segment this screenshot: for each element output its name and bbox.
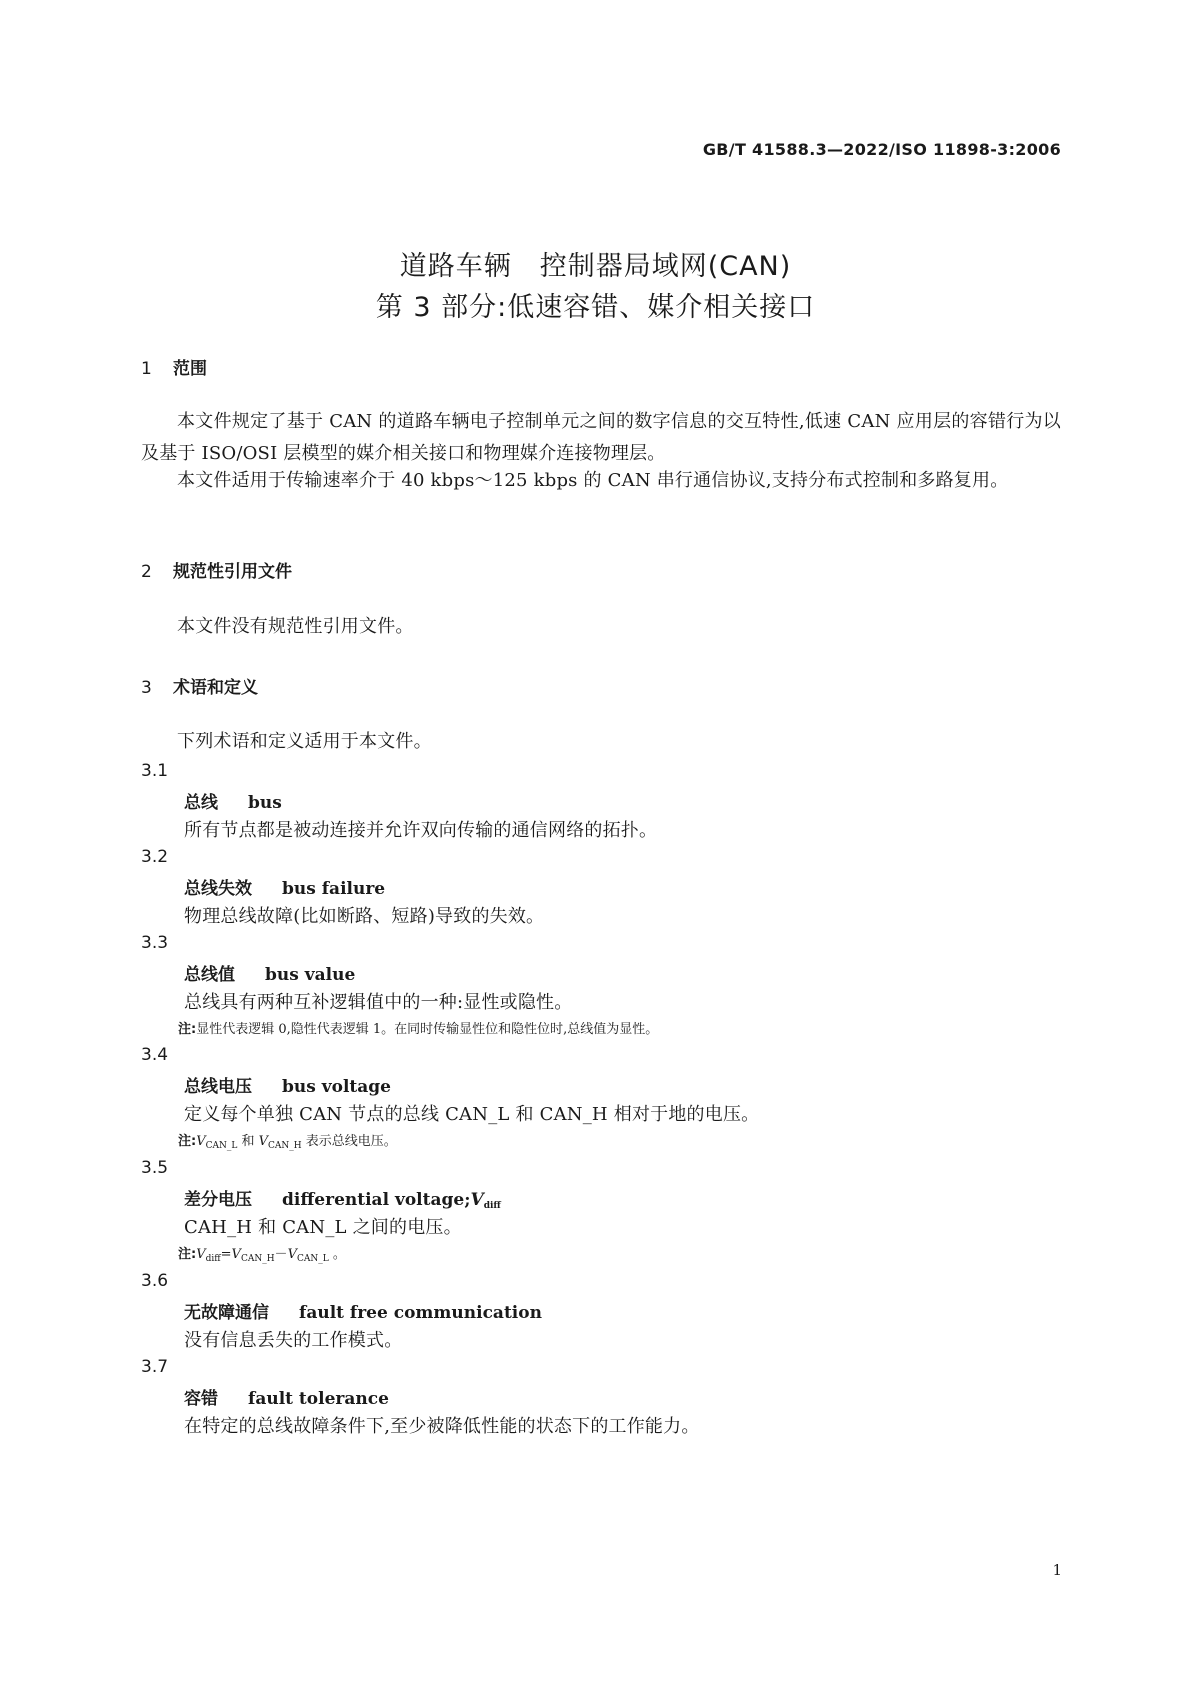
standard-number: GB/T 41588.3—2022/ISO 11898-3:2006 <box>702 140 1061 159</box>
term-en: differential voltage; <box>282 1190 471 1210</box>
term-heading <box>184 874 385 899</box>
term-en: bus voltage <box>282 1077 391 1097</box>
term-heading <box>184 1185 501 1211</box>
section-title: 术语和定义 <box>173 678 258 698</box>
subscript: diff <box>483 1201 501 1211</box>
minus-sign: － <box>274 1247 288 1262</box>
term-definition: 没有信息丢失的工作模式。 <box>184 1330 403 1351</box>
note-text: 显性代表逻辑 0,隐性代表逻辑 1。在同时传输显性位和隐性位时,总线值为显性。 <box>196 1022 659 1037</box>
subscript: CAN_H <box>268 1141 302 1151</box>
subscript: CAN_L <box>205 1141 238 1151</box>
subscript: CAN_H <box>240 1254 275 1264</box>
section-title: 规范性引用文件 <box>173 562 292 582</box>
term-number: 3.6 <box>141 1271 169 1291</box>
term-zh: 总线电压 <box>184 1077 252 1097</box>
section-number: 3 <box>141 678 152 698</box>
note-label: 注: <box>178 1134 197 1149</box>
term-number: 3.3 <box>141 933 169 953</box>
term-note <box>178 1243 346 1264</box>
section-title: 范围 <box>173 359 207 379</box>
term-zh: 总线失效 <box>184 879 252 899</box>
term-note <box>178 1130 397 1151</box>
term-en: fault free communication <box>299 1303 542 1323</box>
term-en: bus <box>248 793 282 813</box>
note-text: 表示总线电压。 <box>301 1134 397 1149</box>
page-number: 1 <box>1052 1561 1062 1579</box>
term-number: 3.4 <box>141 1045 169 1065</box>
note-label: 注: <box>178 1022 197 1037</box>
note-text: 和 <box>237 1134 259 1149</box>
paragraph: 本文件适用于传输速率介于 40 kbps～125 kbps 的 CAN 串行通信协议,支持分布式控制和多路复用。 <box>177 470 1009 491</box>
term-definition: 总线具有两种互补逻辑值中的一种:显性或隐性。 <box>184 992 573 1013</box>
paragraph: 本文件没有规范性引用文件。 <box>177 616 414 637</box>
symbol: V <box>258 1134 268 1149</box>
paragraph: 下列术语和定义适用于本文件。 <box>177 731 432 752</box>
title-line-2: 第 3 部分:低速容错、媒介相关接口 <box>375 292 816 323</box>
section-number: 1 <box>141 359 152 379</box>
term-heading <box>184 960 355 985</box>
term-definition: 定义每个单独 CAN 节点的总线 CAN_L 和 CAN_H 相对于地的电压。 <box>184 1104 760 1125</box>
section-heading <box>141 557 292 582</box>
term-en: bus failure <box>282 879 386 899</box>
term-zh: 差分电压 <box>184 1190 252 1210</box>
term-heading <box>184 1072 391 1097</box>
symbol: V <box>287 1247 297 1262</box>
term-number: 3.7 <box>141 1357 169 1377</box>
section-number: 2 <box>141 562 152 582</box>
term-zh: 总线值 <box>184 965 235 985</box>
title-line-1: 道路车辆 控制器局域网(CAN) <box>399 251 792 282</box>
term-heading <box>184 788 282 813</box>
term-number: 3.2 <box>141 847 169 867</box>
symbol: V <box>231 1247 241 1262</box>
term-zh: 总线 <box>184 793 218 813</box>
term-number: 3.1 <box>141 761 169 781</box>
term-number: 3.5 <box>141 1158 169 1178</box>
symbol: V <box>196 1134 206 1149</box>
term-zh: 无故障通信 <box>184 1303 269 1323</box>
equals-sign: = <box>220 1247 232 1262</box>
symbol: V <box>196 1247 206 1262</box>
term-zh: 容错 <box>184 1389 218 1409</box>
section-heading <box>141 673 258 698</box>
term-definition: 在特定的总线故障条件下,至少被降低性能的状态下的工作能力。 <box>184 1416 700 1437</box>
term-definition: 物理总线故障(比如断路、短路)导致的失效。 <box>184 906 545 927</box>
paragraph: 本文件规定了基于 CAN 的道路车辆电子控制单元之间的数字信息的交互特性,低速 CAN 应用层的容错行为以及基于 ISO/OSI 层模型的媒介相关接口和物理媒介连接物理层。 <box>141 411 1061 464</box>
note-label: 注: <box>178 1247 197 1262</box>
term-definition: 所有节点都是被动连接并允许双向传输的通信网络的拓扑。 <box>184 820 658 841</box>
note-text: 。 <box>328 1247 346 1262</box>
term-en: bus value <box>265 965 356 985</box>
symbol: V <box>470 1190 484 1210</box>
subscript: CAN_L <box>296 1254 329 1264</box>
term-definition: CAH_H 和 CAN_L 之间的电压。 <box>184 1217 462 1238</box>
term-heading <box>184 1384 389 1409</box>
term-en: fault tolerance <box>248 1389 389 1409</box>
section-heading <box>141 354 207 379</box>
subscript: diff <box>205 1254 221 1264</box>
term-heading <box>184 1298 542 1323</box>
term-note <box>178 1018 658 1037</box>
